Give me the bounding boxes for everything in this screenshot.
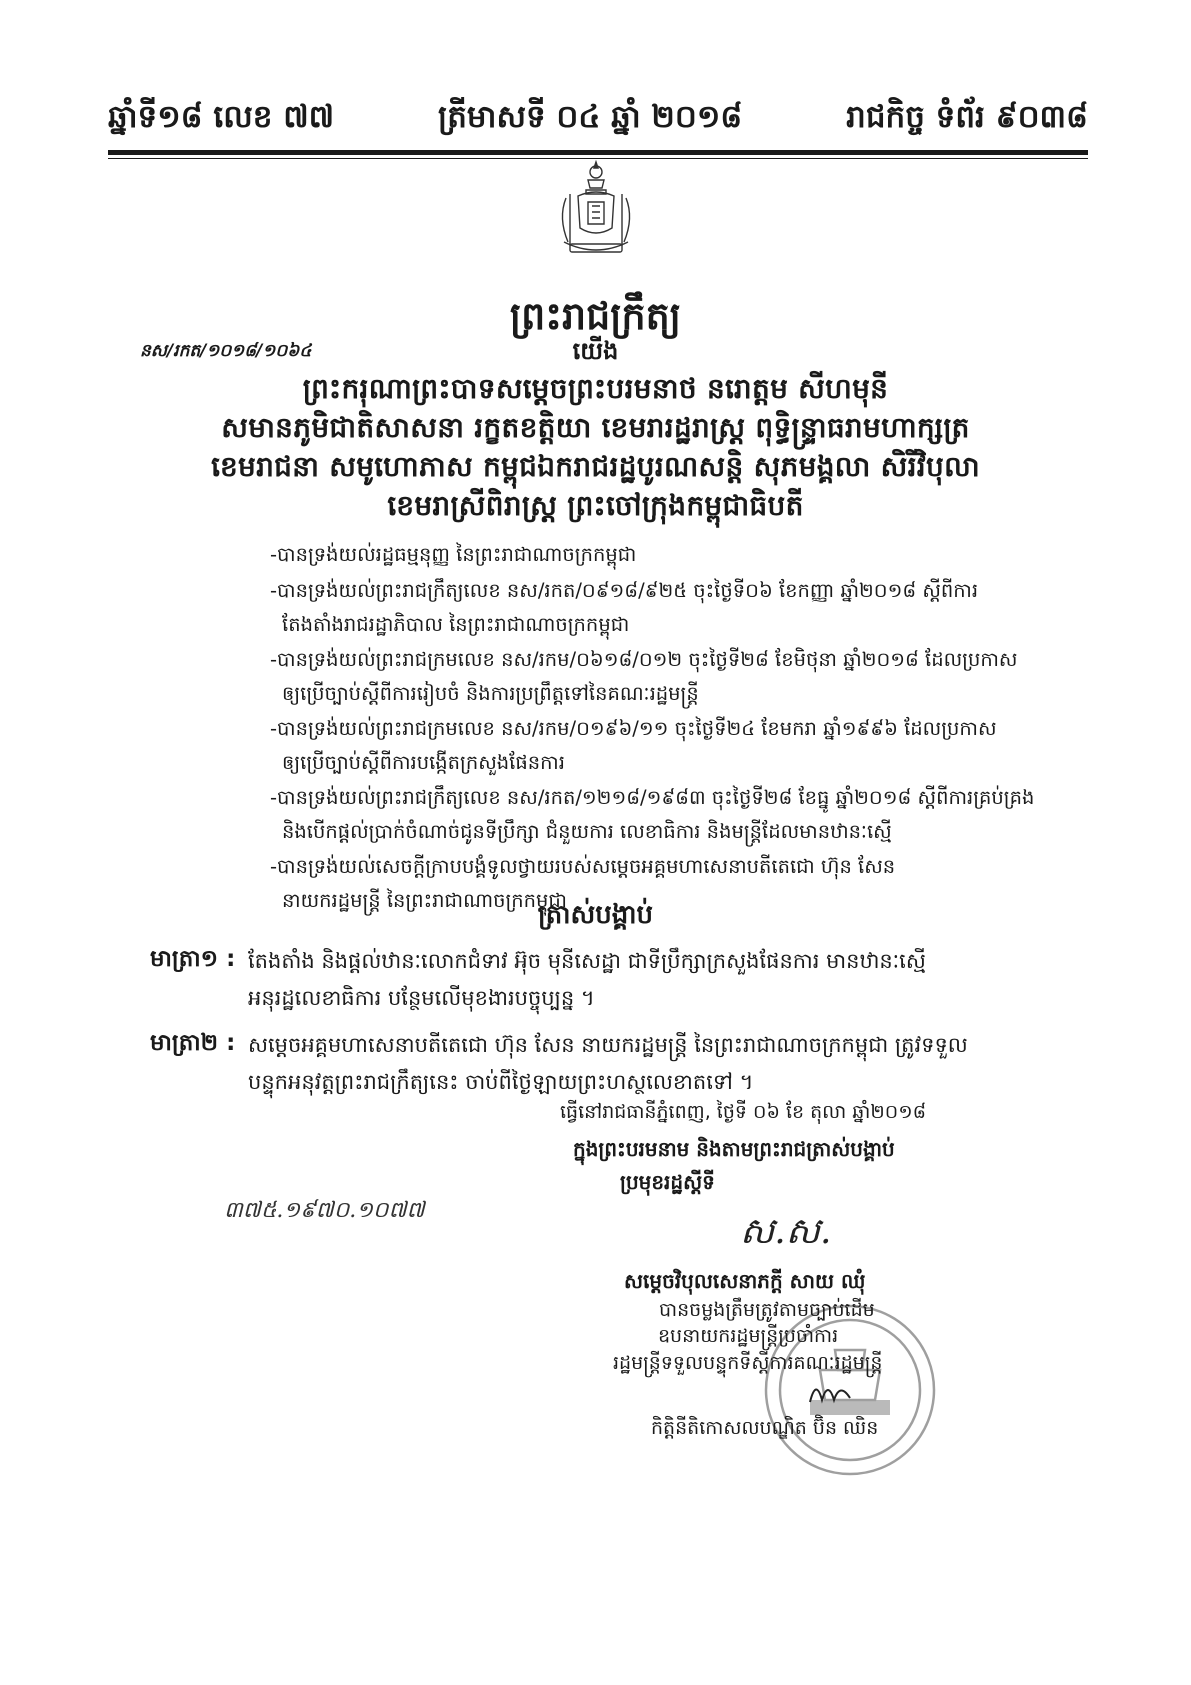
- gazette-page: រាជកិច្ច ទំព័រ ៩០៣៨: [846, 98, 1088, 135]
- recital-item: [270, 574, 1070, 642]
- article-line: តែងតាំង និងផ្តល់ឋានៈលោកជំទាវ អ៊ុច មុនីសេដ្ឋា ជាទីប្រឹក្សាក្រសួងផែនការ មានឋានៈស្មើ: [248, 949, 926, 973]
- article-line: បន្ទុកអនុវត្តព្រះរាជក្រឹត្យនេះ ចាប់ពីថ្ងៃឡាយព្រះហស្ថលេខាតទៅ ។: [248, 1070, 754, 1094]
- article-2-text: [248, 1027, 1088, 1101]
- gazette-header: [108, 95, 1088, 145]
- recital-item: [270, 643, 1070, 711]
- gazette-quarter: ត្រីមាសទី ០៤ ឆ្នាំ ២០១៨: [438, 98, 743, 135]
- royal-coat-of-arms-icon: [548, 158, 644, 262]
- head-of-state-signature: [740, 1208, 831, 1261]
- copy-signer-initials-icon: [806, 1374, 856, 1408]
- recital-line: ឲ្យប្រើច្បាប់ស្តីពីការរៀបចំ និងការប្រព្រឹត្តទៅនៃគណៈរដ្ឋមន្ត្រី: [282, 682, 699, 705]
- recital-item: [270, 712, 1070, 780]
- certified-copy-line-1: បានចម្លងត្រឹមត្រូវតាមច្បាប់ដើម: [659, 1299, 875, 1321]
- recital-line: -បានទ្រង់យល់ព្រះរាជក្រមលេខ នស/រកម/០៦១៨/០១២ ចុះថ្ងៃទី២៨ ខែមិថុនា ឆ្នាំ២០១៨ ដែលប្រកាស: [270, 648, 1018, 671]
- recital-line: និងបើកផ្តល់ប្រាក់ចំណាច់ជូនទីប្រឹក្សា ជំនួយការ លេខាធិការ និងមន្ត្រីដែលមានឋានៈស្មើ: [282, 820, 892, 843]
- king-title-line-1: ព្រះករុណាព្រះបាទសម្តេចព្រះបរមនាថ នរោត្តម សីហមុនី: [302, 372, 889, 405]
- certified-copy-line-3: រដ្ឋមន្ត្រីទទួលបន្ទុកទីស្តីការគណៈរដ្ឋមន្ត្រី: [613, 1352, 883, 1374]
- recital-line: ឲ្យប្រើច្បាប់ស្តីពីការបង្កើតក្រសួងផែនការ: [282, 751, 565, 774]
- recital-line: -បានទ្រង់យល់ព្រះរាជក្រមលេខ នស/រកម/០១៩៦/១១ ចុះថ្ងៃទី២៤ ខែមករា ឆ្នាំ១៩៩៦ ដែលប្រកាស: [270, 717, 997, 740]
- certified-copy-line-2: ឧបនាយករដ្ឋមន្ត្រីប្រចាំការ: [658, 1325, 839, 1347]
- article-2-label: មាត្រា២ :: [150, 1030, 236, 1056]
- gazette-year-issue: ឆ្នាំទី១៨ លេខ ៧៧: [108, 98, 335, 135]
- recital-item: [270, 781, 1070, 849]
- recital-line: នាយករដ្ឋមន្ត្រី នៃព្រះរាជាណាចក្រកម្ពុជា: [282, 889, 567, 912]
- signer-name: សម្តេចវិបុលសេនាភក្តី សាយ ឈុំ: [624, 1269, 866, 1293]
- recital-line: តែងតាំងរាជរដ្ឋាភិបាល នៃព្រះរាជាណាចក្រកម្ពុជា: [282, 613, 630, 636]
- copy-signer-name: កិត្តិនីតិកោសលបណ្ឌិត ប៊ិន ឈិន: [651, 1417, 879, 1439]
- decree-order-heading: ត្រាស់បង្គាប់: [537, 900, 654, 930]
- king-title-line-2: សមានភូមិជាតិសាសនា រក្ខតខត្តិយា ខេមរារដ្ឋរាស្ត្រ ពុទ្ធិន្ទ្រាធរាមហាក្សត្រ: [221, 411, 970, 444]
- decree-title: ព្រះរាជក្រឹត្យ: [509, 294, 682, 338]
- article-line: សម្តេចអគ្គមហាសេនាបតីតេជោ ហ៊ុន សែន នាយករដ្ឋមន្ត្រី នៃព្រះរាជាណាចក្រកម្ពុជា ត្រូវទទួល: [248, 1033, 968, 1057]
- article-1-label: មាត្រា១ :: [150, 946, 236, 972]
- decree-ref-no: នស/រកត/១០១៨/១០៦៤: [140, 341, 312, 361]
- king-title-line-3: ខេមរាជនា សមូហោភាស កម្ពុជឯករាជរដ្ឋបូរណសន្តិ សុភមង្គលា សិរីវិបុលា: [211, 450, 980, 483]
- handwritten-note: ៣៧៥.១៩៧០.១០៧៧: [224, 1198, 425, 1223]
- king-title-line-4: ខេមរាស្រីពិរាស្ត្រ ព្រះចៅក្រុងកម្ពុជាធិបតី: [387, 489, 804, 522]
- signature-text: ស.ស.: [740, 1211, 832, 1252]
- header-rule-thick: [108, 150, 1088, 155]
- recital-line: -បានទ្រង់យល់រដ្ឋធម្មនុញ្ញ នៃព្រះរាជាណាចក្រកម្ពុជា: [270, 543, 637, 566]
- recital-line: -បានទ្រង់យល់ព្រះរាជក្រឹត្យលេខ នស/រកត/០៩១៨/៩២៥ ចុះថ្ងៃទី០៦ ខែកញ្ញា ឆ្នាំ២០១៨ ស្តីពីការ: [270, 579, 979, 602]
- we-heading: យើង: [572, 337, 619, 365]
- place-date: ធ្វើនៅរាជធានីភ្នំពេញ, ថ្ងៃទី ០៦ ខែ តុលា ឆ្នាំ២០១៨: [560, 1101, 927, 1123]
- recital-line: -បានទ្រង់យល់ព្រះរាជក្រឹត្យលេខ នស/រកត/១២១៨/១៩៨៣ ចុះថ្ងៃទី២៨ ខែធ្នូ ឆ្នាំ២០១៨ ស្តីពីការគ្រប់គ្រង: [270, 786, 1035, 809]
- head-of-state-title: ប្រមុខរដ្ឋស្តីទី: [620, 1170, 715, 1194]
- recital-item: [270, 538, 1070, 572]
- article-1-text: [248, 943, 1088, 1017]
- royal-name-line: ក្នុងព្រះបរមនាម និងតាមព្រះរាជត្រាស់បង្គាប់: [573, 1137, 895, 1161]
- recital-line: -បានទ្រង់យល់សេចក្តីក្រាបបង្គំទូលថ្វាយរបស់សម្តេចអគ្គមហាសេនាបតីតេជោ ហ៊ុន សែន: [270, 855, 896, 878]
- article-line: អនុរដ្ឋលេខាធិការ បន្ថែមលើមុខងារបច្ចុប្បន្ន ។: [248, 986, 595, 1010]
